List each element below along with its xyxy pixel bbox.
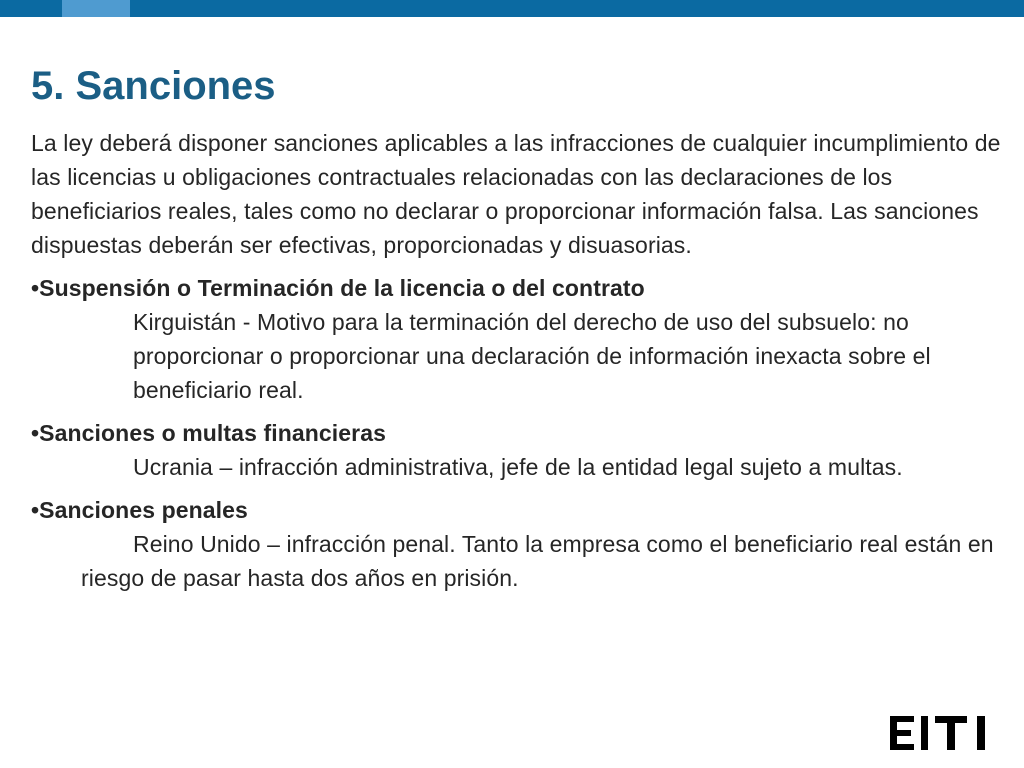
bullet-financial-heading: •Sanciones o multas financieras (31, 420, 386, 446)
eiti-logo (890, 716, 988, 750)
bullet-suspension-heading: •Suspensión o Terminación de la licencia o del contrato (31, 275, 645, 301)
top-bar-accent-block (62, 0, 130, 17)
bullet-suspension-example: Kirguistán - Motivo para la terminación del derecho de uso del subsuelo: no proporcionar o proporcionar una declaración de información inexacta sobre el beneficiario real. (133, 309, 931, 403)
intro-paragraph: La ley deberá disponer sanciones aplicables a las infracciones de cualquier incumplimiento de las licencias u obligaciones contractuales relacionadas con las declaraciones de los beneficiarios reales, tales como no declarar o proporcionar información falsa. Las sanciones dispuestas deberán ser efectivas, proporcionadas y disuasorias. (31, 130, 1001, 258)
bullet-penal-heading: •Sanciones penales (31, 497, 248, 523)
top-decorative-bar (0, 0, 1024, 17)
bullet-penal-example: Reino Unido – infracción penal. Tanto la empresa como el beneficiario real están en riesgo de pasar hasta dos años en prisión. (81, 531, 994, 591)
bullet-financial-example: Ucrania – infracción administrativa, jefe de la entidad legal sujeto a multas. (133, 454, 903, 480)
slide-title: 5. Sanciones (31, 64, 276, 108)
slide-body (31, 126, 1006, 595)
